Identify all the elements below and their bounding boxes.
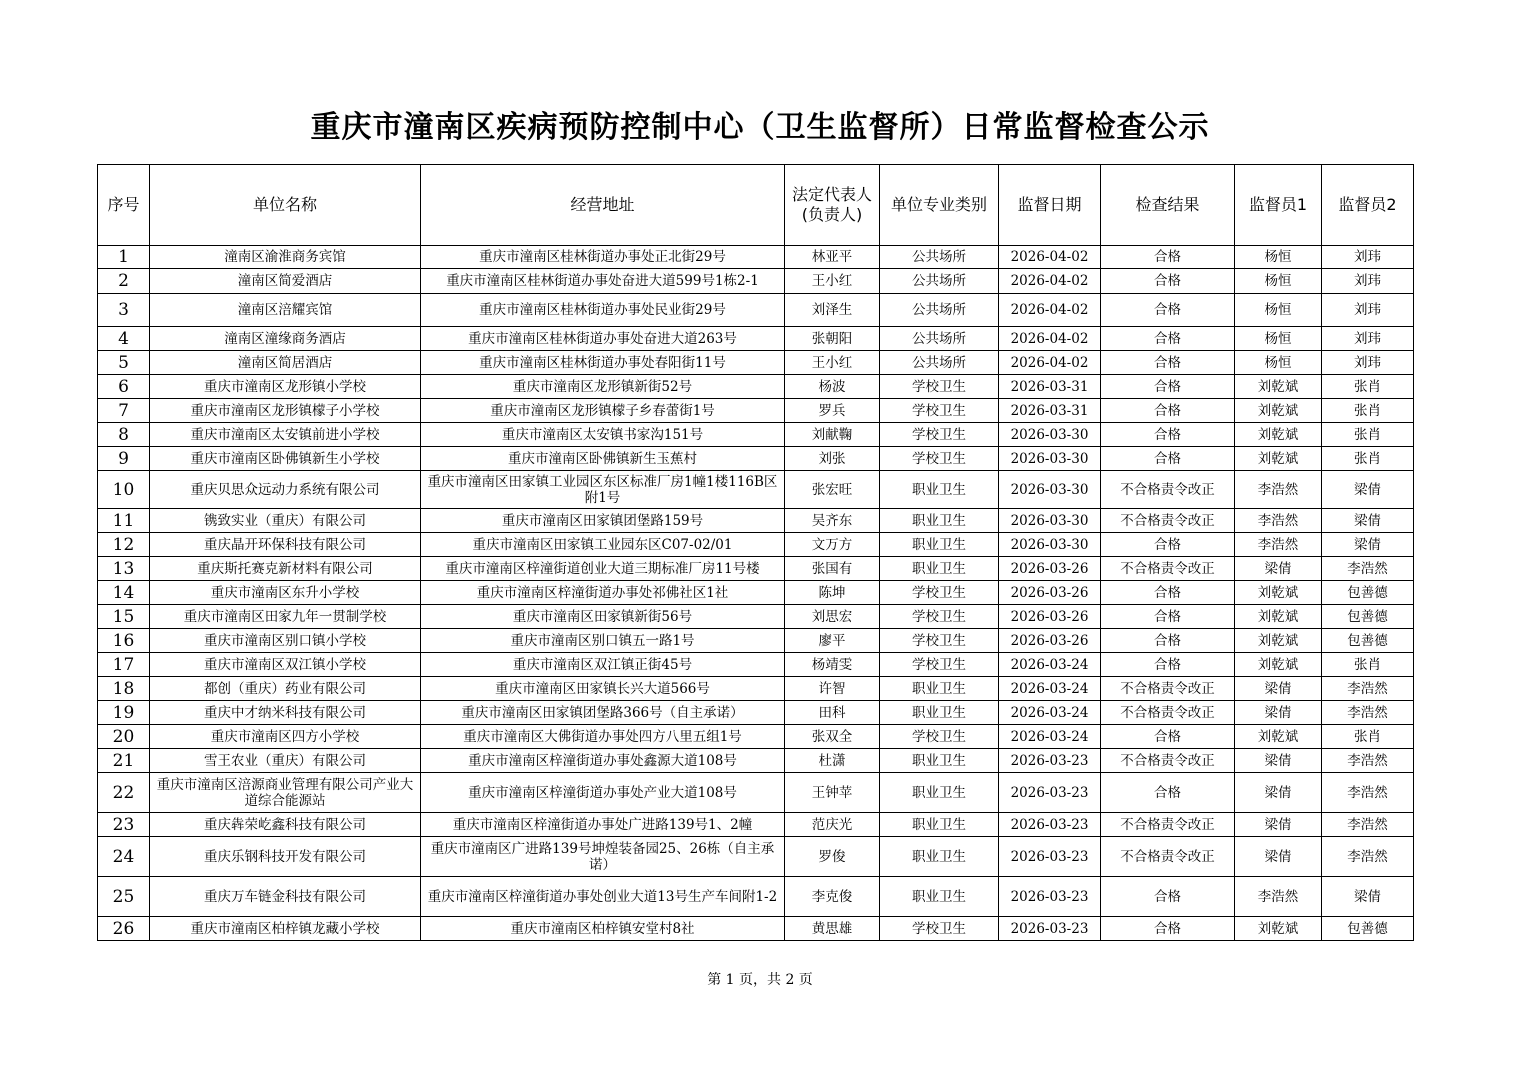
cell-date: 2026-03-30 [999, 509, 1101, 533]
cell-address: 重庆市潼南区柏梓镇安堂村8社 [421, 917, 785, 941]
table-row [98, 629, 1414, 653]
col-header-inspector1: 监督员1 [1235, 165, 1322, 246]
table-row [98, 351, 1414, 375]
cell-inspector2: 包善德 [1322, 581, 1414, 605]
cell-result: 合格 [1101, 423, 1235, 447]
cell-name: 雪王农业（重庆）有限公司 [150, 749, 421, 773]
cell-result: 不合格责令改正 [1101, 837, 1235, 877]
cell-no: 5 [98, 351, 150, 375]
cell-date: 2026-03-26 [999, 557, 1101, 581]
cell-rep: 刘思宏 [785, 605, 880, 629]
cell-category: 职业卫生 [880, 813, 999, 837]
cell-date: 2026-03-30 [999, 533, 1101, 557]
table-row [98, 653, 1414, 677]
cell-result: 合格 [1101, 447, 1235, 471]
cell-category: 学校卫生 [880, 399, 999, 423]
cell-rep: 王小红 [785, 269, 880, 294]
table-row [98, 581, 1414, 605]
cell-address: 重庆市潼南区田家镇团堡路159号 [421, 509, 785, 533]
cell-result: 合格 [1101, 877, 1235, 917]
cell-date: 2026-03-30 [999, 471, 1101, 509]
table-row [98, 471, 1414, 509]
cell-name: 潼南区潼缘商务酒店 [150, 327, 421, 351]
cell-result: 合格 [1101, 375, 1235, 399]
cell-date: 2026-03-26 [999, 605, 1101, 629]
cell-no: 8 [98, 423, 150, 447]
cell-category: 职业卫生 [880, 509, 999, 533]
cell-name: 重庆市潼南区柏梓镇龙藏小学校 [150, 917, 421, 941]
table-row [98, 813, 1414, 837]
table-row [98, 399, 1414, 423]
cell-result: 合格 [1101, 533, 1235, 557]
cell-inspector1: 李浩然 [1235, 533, 1322, 557]
cell-address: 重庆市潼南区田家镇长兴大道566号 [421, 677, 785, 701]
cell-no: 13 [98, 557, 150, 581]
cell-result: 合格 [1101, 653, 1235, 677]
cell-result: 不合格责令改正 [1101, 749, 1235, 773]
cell-date: 2026-04-02 [999, 351, 1101, 375]
cell-category: 公共场所 [880, 269, 999, 294]
cell-inspector1: 刘乾斌 [1235, 447, 1322, 471]
col-header-address: 经营地址 [421, 165, 785, 246]
cell-no: 23 [98, 813, 150, 837]
cell-name: 潼南区简爱酒店 [150, 269, 421, 294]
page-title: 重庆市潼南区疾病预防控制中心（卫生监督所）日常监督检查公示 [310, 110, 1210, 145]
cell-name: 重庆市潼南区田家九年一贯制学校 [150, 605, 421, 629]
cell-name: 重庆市潼南区东升小学校 [150, 581, 421, 605]
cell-address: 重庆市潼南区龙形镇檬子乡春蕾街1号 [421, 399, 785, 423]
cell-address: 重庆市潼南区卧佛镇新生玉蕉村 [421, 447, 785, 471]
cell-category: 公共场所 [880, 327, 999, 351]
cell-no: 12 [98, 533, 150, 557]
cell-name: 潼南区涪耀宾馆 [150, 294, 421, 327]
cell-no: 18 [98, 677, 150, 701]
cell-inspector1: 梁倩 [1235, 677, 1322, 701]
cell-name: 重庆市潼南区太安镇前进小学校 [150, 423, 421, 447]
cell-name: 镌致实业（重庆）有限公司 [150, 509, 421, 533]
table-row [98, 246, 1414, 269]
cell-category: 公共场所 [880, 246, 999, 269]
cell-inspector2: 包善德 [1322, 917, 1414, 941]
cell-result: 合格 [1101, 605, 1235, 629]
cell-no: 9 [98, 447, 150, 471]
cell-rep: 廖平 [785, 629, 880, 653]
cell-no: 19 [98, 701, 150, 725]
cell-result: 合格 [1101, 351, 1235, 375]
cell-rep: 张双全 [785, 725, 880, 749]
cell-no: 10 [98, 471, 150, 509]
cell-rep: 刘献鞠 [785, 423, 880, 447]
cell-name: 都创（重庆）药业有限公司 [150, 677, 421, 701]
cell-inspector2: 张肖 [1322, 399, 1414, 423]
cell-date: 2026-03-23 [999, 877, 1101, 917]
cell-no: 25 [98, 877, 150, 917]
cell-date: 2026-03-23 [999, 749, 1101, 773]
cell-rep: 张宏旺 [785, 471, 880, 509]
cell-inspector2: 李浩然 [1322, 773, 1414, 813]
cell-address: 重庆市潼南区梓潼街道办事处鑫源大道108号 [421, 749, 785, 773]
cell-rep: 杜潇 [785, 749, 880, 773]
cell-category: 学校卫生 [880, 653, 999, 677]
cell-rep: 杨靖雯 [785, 653, 880, 677]
cell-inspector2: 李浩然 [1322, 837, 1414, 877]
table-row [98, 837, 1414, 877]
cell-name: 重庆晶开环保科技有限公司 [150, 533, 421, 557]
table-row [98, 773, 1414, 813]
cell-category: 学校卫生 [880, 423, 999, 447]
cell-no: 20 [98, 725, 150, 749]
cell-result: 不合格责令改正 [1101, 557, 1235, 581]
cell-inspector2: 李浩然 [1322, 701, 1414, 725]
cell-name: 潼南区渝淮商务宾馆 [150, 246, 421, 269]
cell-category: 职业卫生 [880, 773, 999, 813]
cell-result: 合格 [1101, 725, 1235, 749]
cell-date: 2026-03-24 [999, 701, 1101, 725]
cell-address: 重庆市潼南区田家镇工业园东区C07-02/01 [421, 533, 785, 557]
cell-inspector1: 刘乾斌 [1235, 605, 1322, 629]
col-header-date: 监督日期 [999, 165, 1101, 246]
cell-no: 11 [98, 509, 150, 533]
cell-rep: 田科 [785, 701, 880, 725]
cell-inspector2: 包善德 [1322, 605, 1414, 629]
cell-rep: 文万方 [785, 533, 880, 557]
cell-name: 重庆犇荣屹鑫科技有限公司 [150, 813, 421, 837]
cell-no: 17 [98, 653, 150, 677]
cell-address: 重庆市潼南区梓潼街道办事处祁佛社区1社 [421, 581, 785, 605]
cell-date: 2026-03-23 [999, 813, 1101, 837]
table-row [98, 917, 1414, 941]
table-row [98, 701, 1414, 725]
col-header-category: 单位专业类别 [880, 165, 999, 246]
cell-result: 合格 [1101, 269, 1235, 294]
cell-result: 不合格责令改正 [1101, 509, 1235, 533]
cell-date: 2026-03-31 [999, 375, 1101, 399]
cell-category: 学校卫生 [880, 375, 999, 399]
cell-result: 不合格责令改正 [1101, 471, 1235, 509]
cell-date: 2026-04-02 [999, 294, 1101, 327]
cell-name: 重庆乐钢科技开发有限公司 [150, 837, 421, 877]
cell-no: 4 [98, 327, 150, 351]
page-footer: 第 1 页，共 2 页 [707, 972, 813, 988]
cell-inspector1: 杨恒 [1235, 351, 1322, 375]
cell-category: 学校卫生 [880, 917, 999, 941]
cell-date: 2026-03-23 [999, 837, 1101, 877]
cell-date: 2026-03-24 [999, 653, 1101, 677]
cell-no: 24 [98, 837, 150, 877]
cell-rep: 杨波 [785, 375, 880, 399]
cell-name: 重庆斯托赛克新材料有限公司 [150, 557, 421, 581]
cell-category: 职业卫生 [880, 749, 999, 773]
cell-address: 重庆市潼南区田家镇新街56号 [421, 605, 785, 629]
cell-category: 职业卫生 [880, 557, 999, 581]
cell-date: 2026-04-02 [999, 246, 1101, 269]
cell-inspector1: 杨恒 [1235, 327, 1322, 351]
cell-no: 3 [98, 294, 150, 327]
cell-rep: 王小红 [785, 351, 880, 375]
cell-no: 22 [98, 773, 150, 813]
col-header-rep: 法定代表人(负责人) [785, 165, 880, 246]
cell-category: 职业卫生 [880, 837, 999, 877]
cell-inspector1: 刘乾斌 [1235, 917, 1322, 941]
cell-result: 不合格责令改正 [1101, 701, 1235, 725]
cell-no: 21 [98, 749, 150, 773]
cell-date: 2026-03-24 [999, 677, 1101, 701]
cell-category: 职业卫生 [880, 877, 999, 917]
cell-inspector2: 梁倩 [1322, 877, 1414, 917]
cell-date: 2026-03-26 [999, 629, 1101, 653]
cell-address: 重庆市潼南区桂林街道办事处奋进大道263号 [421, 327, 785, 351]
table-row [98, 509, 1414, 533]
cell-address: 重庆市潼南区广进路139号坤煌装备园25、26栋（自主承诺） [421, 837, 785, 877]
cell-address: 重庆市潼南区双江镇正街45号 [421, 653, 785, 677]
cell-inspector2: 刘玮 [1322, 351, 1414, 375]
cell-inspector2: 刘玮 [1322, 269, 1414, 294]
cell-inspector2: 张肖 [1322, 423, 1414, 447]
cell-result: 合格 [1101, 629, 1235, 653]
cell-rep: 王钟苹 [785, 773, 880, 813]
cell-inspector1: 刘乾斌 [1235, 423, 1322, 447]
cell-no: 1 [98, 246, 150, 269]
cell-name: 重庆市潼南区双江镇小学校 [150, 653, 421, 677]
cell-rep: 张朝阳 [785, 327, 880, 351]
cell-category: 公共场所 [880, 294, 999, 327]
cell-inspector1: 杨恒 [1235, 269, 1322, 294]
cell-rep: 罗兵 [785, 399, 880, 423]
table-row [98, 605, 1414, 629]
cell-inspector1: 梁倩 [1235, 557, 1322, 581]
cell-name: 重庆贝思众远动力系统有限公司 [150, 471, 421, 509]
cell-date: 2026-04-02 [999, 269, 1101, 294]
cell-inspector1: 梁倩 [1235, 701, 1322, 725]
cell-date: 2026-03-23 [999, 773, 1101, 813]
cell-result: 合格 [1101, 327, 1235, 351]
cell-result: 合格 [1101, 581, 1235, 605]
cell-rep: 黄思雄 [785, 917, 880, 941]
cell-result: 合格 [1101, 917, 1235, 941]
cell-category: 职业卫生 [880, 471, 999, 509]
cell-inspector1: 李浩然 [1235, 509, 1322, 533]
cell-inspector2: 梁倩 [1322, 533, 1414, 557]
cell-rep: 范庆光 [785, 813, 880, 837]
cell-date: 2026-03-26 [999, 581, 1101, 605]
cell-rep: 罗俊 [785, 837, 880, 877]
cell-category: 学校卫生 [880, 605, 999, 629]
cell-inspector1: 杨恒 [1235, 246, 1322, 269]
cell-inspector2: 刘玮 [1322, 246, 1414, 269]
cell-inspector1: 刘乾斌 [1235, 581, 1322, 605]
cell-no: 15 [98, 605, 150, 629]
cell-name: 重庆市潼南区卧佛镇新生小学校 [150, 447, 421, 471]
cell-no: 6 [98, 375, 150, 399]
cell-inspector1: 梁倩 [1235, 813, 1322, 837]
cell-date: 2026-03-23 [999, 917, 1101, 941]
cell-inspector1: 梁倩 [1235, 773, 1322, 813]
table-row [98, 294, 1414, 327]
cell-address: 重庆市潼南区大佛街道办事处四方八里五组1号 [421, 725, 785, 749]
cell-name: 重庆市潼南区四方小学校 [150, 725, 421, 749]
cell-rep: 许智 [785, 677, 880, 701]
cell-name: 重庆市潼南区龙形镇檬子小学校 [150, 399, 421, 423]
cell-address: 重庆市潼南区太安镇书家沟151号 [421, 423, 785, 447]
cell-category: 职业卫生 [880, 533, 999, 557]
cell-inspector1: 杨恒 [1235, 294, 1322, 327]
cell-date: 2026-03-30 [999, 423, 1101, 447]
cell-address: 重庆市潼南区桂林街道办事处奋进大道599号1栋2-1 [421, 269, 785, 294]
inspection-table [97, 164, 1414, 941]
cell-rep: 刘泽生 [785, 294, 880, 327]
cell-inspector2: 梁倩 [1322, 509, 1414, 533]
table-row [98, 533, 1414, 557]
cell-category: 学校卫生 [880, 629, 999, 653]
cell-category: 学校卫生 [880, 725, 999, 749]
cell-category: 学校卫生 [880, 581, 999, 605]
cell-date: 2026-03-30 [999, 447, 1101, 471]
cell-name: 重庆市潼南区龙形镇小学校 [150, 375, 421, 399]
cell-address: 重庆市潼南区梓潼街道办事处产业大道108号 [421, 773, 785, 813]
col-header-no: 序号 [98, 165, 150, 246]
cell-inspector2: 张肖 [1322, 375, 1414, 399]
cell-no: 7 [98, 399, 150, 423]
cell-no: 26 [98, 917, 150, 941]
table-row [98, 877, 1414, 917]
cell-result: 合格 [1101, 294, 1235, 327]
cell-inspector2: 张肖 [1322, 725, 1414, 749]
cell-inspector2: 李浩然 [1322, 677, 1414, 701]
cell-no: 2 [98, 269, 150, 294]
cell-category: 职业卫生 [880, 677, 999, 701]
cell-result: 合格 [1101, 773, 1235, 813]
cell-name: 重庆万车链金科技有限公司 [150, 877, 421, 917]
table-row [98, 749, 1414, 773]
cell-rep: 吴齐东 [785, 509, 880, 533]
cell-inspector2: 梁倩 [1322, 471, 1414, 509]
cell-inspector2: 包善德 [1322, 629, 1414, 653]
cell-address: 重庆市潼南区田家镇工业园区东区标准厂房1幢1楼116B区附1号 [421, 471, 785, 509]
cell-result: 不合格责令改正 [1101, 677, 1235, 701]
cell-rep: 林亚平 [785, 246, 880, 269]
cell-result: 合格 [1101, 246, 1235, 269]
cell-rep: 刘张 [785, 447, 880, 471]
table-header-row [98, 165, 1414, 246]
cell-date: 2026-03-31 [999, 399, 1101, 423]
cell-no: 14 [98, 581, 150, 605]
col-header-inspector2: 监督员2 [1322, 165, 1414, 246]
cell-inspector1: 刘乾斌 [1235, 399, 1322, 423]
cell-inspector1: 刘乾斌 [1235, 653, 1322, 677]
cell-address: 重庆市潼南区龙形镇新街52号 [421, 375, 785, 399]
cell-inspector2: 李浩然 [1322, 749, 1414, 773]
cell-no: 16 [98, 629, 150, 653]
cell-name: 重庆中才纳米科技有限公司 [150, 701, 421, 725]
table-row [98, 327, 1414, 351]
table-row [98, 375, 1414, 399]
cell-address: 重庆市潼南区梓潼街道办事处广进路139号1、2幢 [421, 813, 785, 837]
cell-inspector1: 刘乾斌 [1235, 629, 1322, 653]
cell-inspector1: 梁倩 [1235, 837, 1322, 877]
cell-address: 重庆市潼南区别口镇五一路1号 [421, 629, 785, 653]
table-row [98, 269, 1414, 294]
cell-address: 重庆市潼南区桂林街道办事处民业街29号 [421, 294, 785, 327]
cell-result: 合格 [1101, 399, 1235, 423]
cell-inspector1: 李浩然 [1235, 471, 1322, 509]
cell-address: 重庆市潼南区田家镇团堡路366号（自主承诺） [421, 701, 785, 725]
cell-inspector2: 李浩然 [1322, 557, 1414, 581]
cell-inspector1: 刘乾斌 [1235, 375, 1322, 399]
cell-category: 公共场所 [880, 351, 999, 375]
table-body [98, 246, 1414, 941]
cell-inspector2: 刘玮 [1322, 327, 1414, 351]
col-header-result: 检查结果 [1101, 165, 1235, 246]
cell-rep: 陈坤 [785, 581, 880, 605]
cell-address: 重庆市潼南区梓潼街道办事处创业大道13号生产车间附1-2 [421, 877, 785, 917]
cell-category: 学校卫生 [880, 447, 999, 471]
cell-rep: 张国有 [785, 557, 880, 581]
cell-inspector2: 张肖 [1322, 653, 1414, 677]
cell-inspector1: 刘乾斌 [1235, 725, 1322, 749]
table-row [98, 423, 1414, 447]
cell-name: 重庆市潼南区涪源商业管理有限公司产业大道综合能源站 [150, 773, 421, 813]
table-row [98, 447, 1414, 471]
cell-address: 重庆市潼南区梓潼街道创业大道三期标准厂房11号楼 [421, 557, 785, 581]
cell-result: 不合格责令改正 [1101, 813, 1235, 837]
cell-address: 重庆市潼南区桂林街道办事处正北街29号 [421, 246, 785, 269]
cell-rep: 李克俊 [785, 877, 880, 917]
cell-name: 重庆市潼南区别口镇小学校 [150, 629, 421, 653]
table-row [98, 677, 1414, 701]
table-row [98, 557, 1414, 581]
cell-category: 职业卫生 [880, 701, 999, 725]
col-header-name: 单位名称 [150, 165, 421, 246]
cell-name: 潼南区简居酒店 [150, 351, 421, 375]
cell-date: 2026-03-24 [999, 725, 1101, 749]
cell-inspector2: 李浩然 [1322, 813, 1414, 837]
cell-inspector2: 张肖 [1322, 447, 1414, 471]
cell-date: 2026-04-02 [999, 327, 1101, 351]
cell-address: 重庆市潼南区桂林街道办事处春阳街11号 [421, 351, 785, 375]
cell-inspector2: 刘玮 [1322, 294, 1414, 327]
table-row [98, 725, 1414, 749]
cell-inspector1: 梁倩 [1235, 749, 1322, 773]
cell-inspector1: 李浩然 [1235, 877, 1322, 917]
